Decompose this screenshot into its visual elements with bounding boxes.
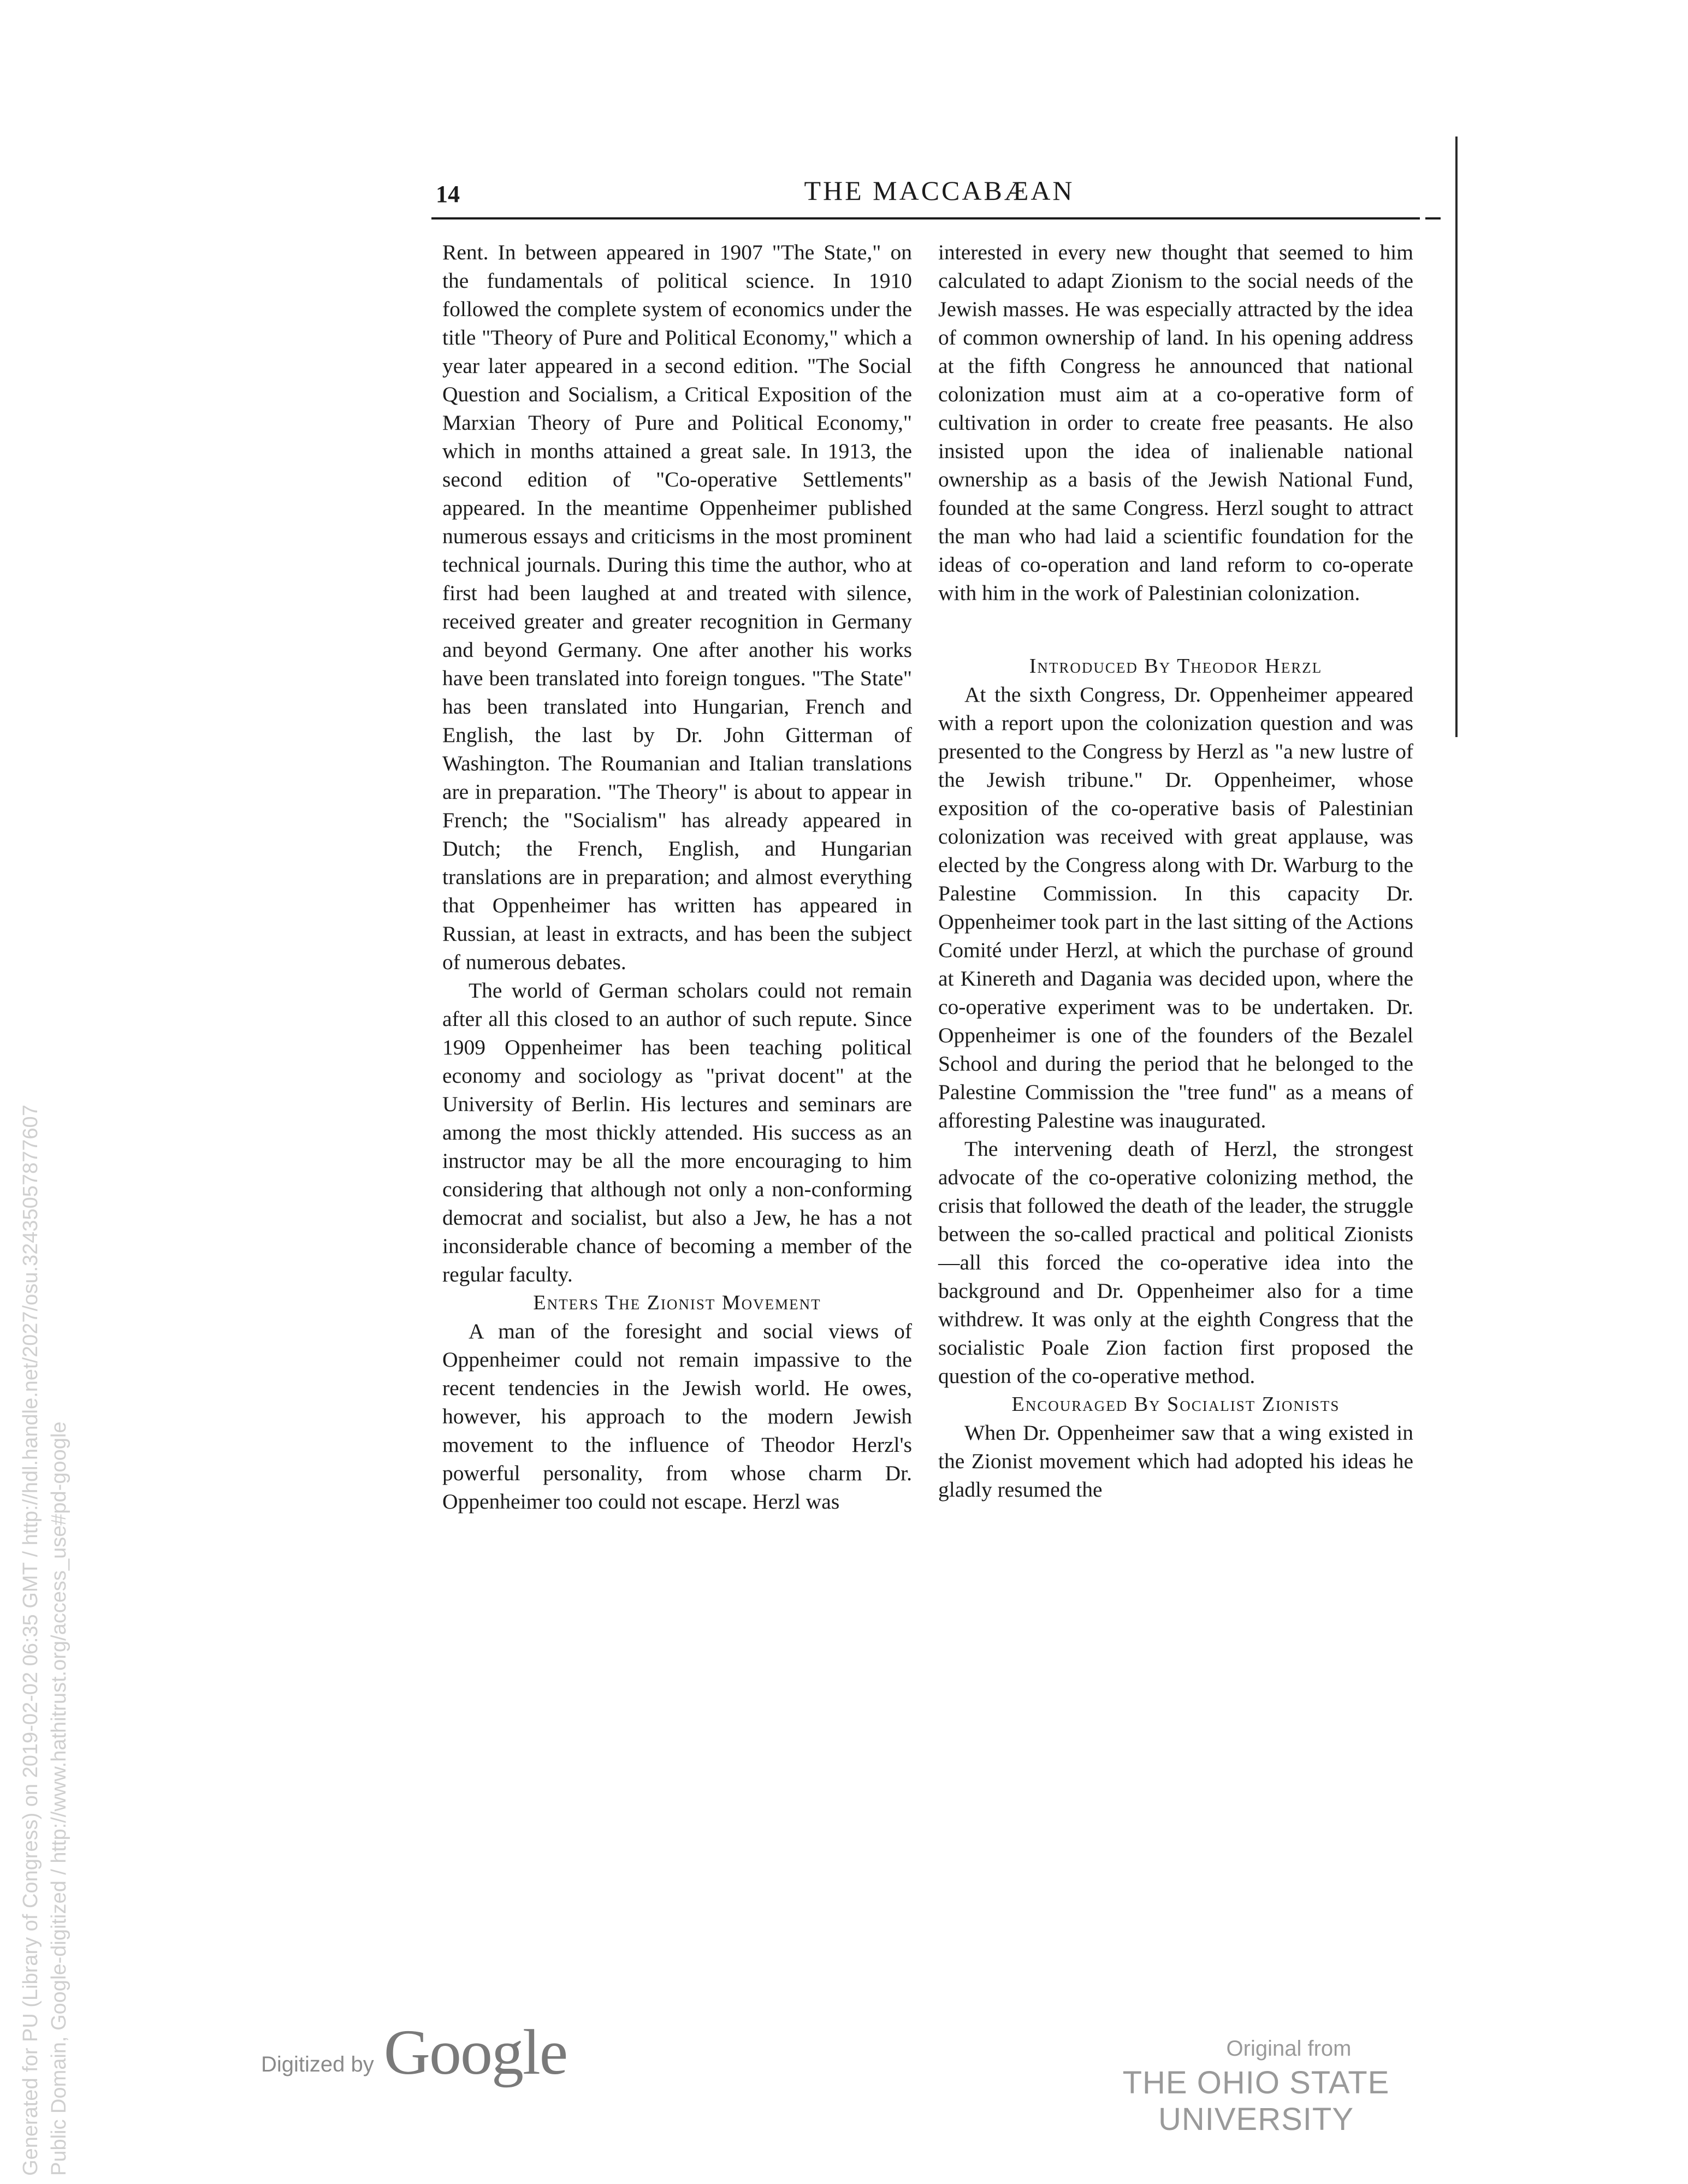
google-logo: Google [383, 2016, 567, 2088]
paragraph: Rent. In between appeared in 1907 "The State," on the fundamentals of political science. In 1910 followed the complete system of economics under the title "Theory of Pure and Political Economy," which a year later appeared in a second edition. "The Social Question and Socialism, a Critical Exposition of the Marxian Theory of Pure and Political Economy," which in months attained a great sale. In 1913, the second edition of "Co-operative Settlements" appeared. In the meantime Oppenheimer published numerous essays and criticisms in the most prominent technical journals. During this time the author, who at first had been laughed at and treated with silence, received greater and greater recognition in Germany and beyond Germany. One after another his works have been translated into foreign tongues. "The State" has been translated into Hungarian, French and English, the last by Dr. John Gitterman of Washington. The Roumanian and Italian translations are in preparation. "The Theory" is about to appear in French; the "Socialism" has already appeared in Dutch; the French, English, and Hungarian translations are in preparation; and almost everything that Oppenheimer has written has appeared in Russian, at least in extracts, and has been the subject of numerous debates. [442, 240, 912, 974]
hathitrust-watermark [16, 1105, 73, 2176]
paragraph: A man of the foresight and social views of Oppenheimer could not remain impassive to the recent tendencies in the Jewish world. He owes, however, his approach to the modern Jewish movement to the influence of Theodor Herzl's powerful personality, from whose charm Dr. Oppenheimer too could not escape. Herzl was [442, 1319, 912, 1514]
header-rule [431, 217, 1420, 219]
original-from-stamp [1054, 2037, 1458, 2138]
header-rule-tail [1425, 217, 1441, 219]
paragraph: At the sixth Congress, Dr. Oppenheimer appeared with a report upon the colonization question and was presented to the Congress by Herzl as "a new lustre of the Jewish tribune." Dr. Oppenheimer, whose exposition of the co-operative basis of Palestinian colonization was received with great applause, was elected by the Congress along with Dr. Warburg to the Palestine Commission. In this capacity Dr. Oppenheimer took part in the last sitting of the Actions Comité under Herzl, at which the purchase of ground at Kinereth and Dagania was decided upon, where the co-operative experiment was to be undertaken. Dr. Oppenheimer is one of the founders of the Bezalel School and during the period that he belonged to the Palestine Commission the "tree fund" as a means of afforesting Palestine was inaugurated. [938, 682, 1413, 1132]
paragraph: The world of German scholars could not remain after all this closed to an author of such repute. Since 1909 Oppenheimer has been teaching political economy and sociology as "privat docent" at the University of Berlin. His lectures and seminars are among the most thickly attended. His success as an instructor may be all the more encouraging to him considering that although not only a non-conforming democrat and socialist, but also a Jew, he has a not inconsiderable chance of becoming a member of the regular faculty. [442, 978, 912, 1286]
digitized-by-stamp [261, 2016, 567, 2088]
running-title: THE MACCABÆAN [804, 175, 1075, 206]
watermark-line: Generated for PU (Library of Congress) on 2019-02-02 06:35 GMT / http://hdl.handle.net/2027/osu.32435057877607 [19, 1105, 42, 2176]
original-institution: THE OHIO STATE UNIVERSITY [1122, 2065, 1390, 2137]
paragraph: The intervening death of Herzl, the strongest advocate of the co-operative colonizing method, the crisis that followed the death of the leader, the struggle between the so-called practical and political Zionists—all this forced the co-operative idea into the background and Dr. Oppenheimer also for a time withdrew. It was only at the eighth Congress that the socialistic Poale Zion faction first proposed the question of the co-operative method. [938, 1137, 1413, 1388]
paragraph: interested in every new thought that seemed to him calculated to adapt Zionism to the social needs of the Jewish masses. He was especially attracted by the idea of common ownership of land. In his opening address at the fifth Congress he announced that national colonization must aim at a co-operative form of cultivation in order to create free peasants. He also insisted upon the idea of inalienable national ownership as a basis of the Jewish National Fund, founded at the same Congress. Herzl sought to attract the man who had laid a scientific foundation for the ideas of co-operation and land reform to co-operate with him in the work of Palestinian colonization. [938, 240, 1413, 605]
section-heading: Introduced By Theodor Herzl [1029, 655, 1323, 678]
watermark-line: Public Domain, Google-digitized / http://www.hathitrust.org/access_use#pd-google [48, 1421, 70, 2176]
section-heading: Enters The Zionist Movement [533, 1291, 821, 1314]
section-heading: Encouraged By Socialist Zionists [1011, 1393, 1340, 1416]
paragraph: When Dr. Oppenheimer saw that a wing existed in the Zionist movement which had adopted his ideas he gladly resumed the [938, 1421, 1413, 1502]
page-edge-rule [1455, 136, 1458, 737]
digitized-by-label: Digitized by [261, 2052, 374, 2076]
right-column [938, 238, 1413, 1504]
left-column [442, 238, 912, 1516]
page-number: 14 [436, 181, 460, 207]
page-header [431, 174, 1447, 223]
original-from-label: Original from [1226, 2037, 1352, 2061]
